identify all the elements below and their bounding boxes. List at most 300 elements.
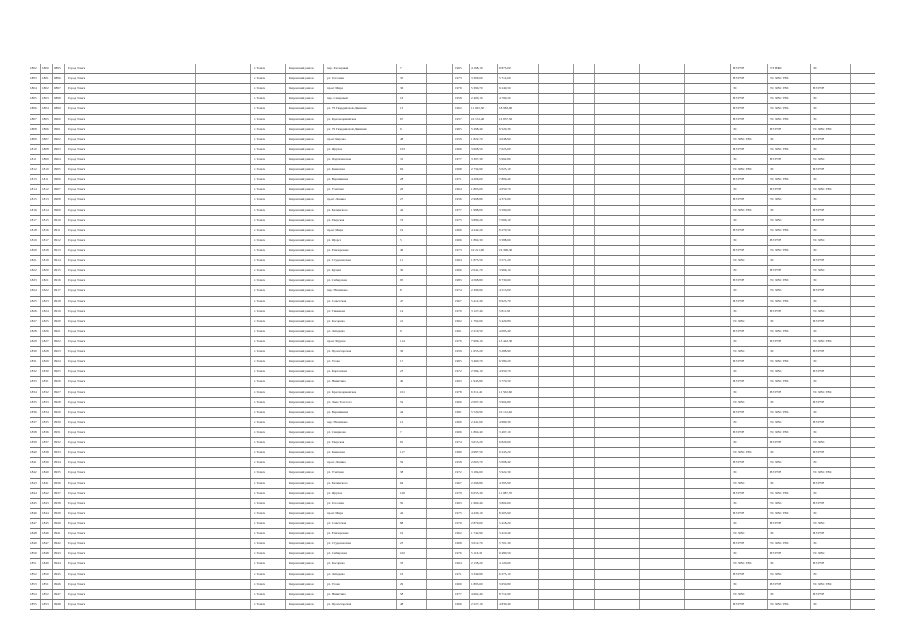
cell-street: ул. Сибирская xyxy=(327,279,347,283)
cell-year: 1972 xyxy=(455,471,462,475)
cell-c5: ТС ХВС xyxy=(733,259,745,263)
cell-district: Кировский район xyxy=(289,97,314,101)
cell-area: 5 116,30 xyxy=(471,552,483,556)
cell-n1: 1842 xyxy=(30,471,37,475)
cell-name: Город Томск xyxy=(68,360,86,364)
cell-value: 4 372,60 xyxy=(499,198,511,202)
cell-house: 19 xyxy=(400,532,404,536)
cell-name: Город Томск xyxy=(68,491,86,495)
cell-c7: ЭС xyxy=(813,198,818,202)
cell-year: 1968 xyxy=(455,168,462,172)
cell-value: 5 418,20 xyxy=(499,522,511,526)
cell-n1: 1808 xyxy=(30,127,37,131)
cell-house: 5 xyxy=(400,238,402,242)
cell-area: 3 615,20 xyxy=(471,441,483,445)
cell-house: 26 xyxy=(400,188,404,192)
cell-house: 42 xyxy=(400,208,404,212)
cell-year: 1981 xyxy=(455,410,462,414)
cell-c7: ВЭ РУВ xyxy=(813,420,825,424)
cell-name: Город Томск xyxy=(68,168,86,172)
cell-area: 1 892,30 xyxy=(471,238,483,242)
cell-street: ул. Тверская xyxy=(327,441,345,445)
cell-city: г. Томск xyxy=(254,360,266,364)
table-row xyxy=(30,135,875,145)
cell-n2: 1803 xyxy=(42,97,49,101)
cell-street: ул. Гоголева xyxy=(327,501,345,505)
cell-street: ул. Тверская xyxy=(327,218,345,222)
cell-year: 1983 xyxy=(455,279,462,283)
cell-c6: ТС ХВС ГВС xyxy=(770,249,789,253)
cell-n3: 0897 xyxy=(54,87,61,91)
cell-n1: 1806 xyxy=(30,107,37,111)
cell-c5: ВЭ РУВ xyxy=(733,329,745,333)
cell-district: Кировский район xyxy=(289,238,314,242)
cell-house: 28 xyxy=(400,178,404,182)
cell-city: г. Томск xyxy=(254,218,266,222)
cell-c6: ТС ХВС ГВС xyxy=(770,299,789,303)
cell-name: Город Томск xyxy=(68,451,86,455)
cell-street: ул. Карташова xyxy=(327,370,348,374)
cell-n1: 1835 xyxy=(30,400,37,404)
cell-name: Город Томск xyxy=(68,350,86,354)
cell-district: Кировский район xyxy=(289,481,314,485)
cell-district: Кировский район xyxy=(289,511,314,515)
cell-city: г. Томск xyxy=(254,198,266,202)
cell-name: Город Томск xyxy=(68,420,86,424)
cell-n2: 1816 xyxy=(42,228,49,232)
cell-n2: 1809 xyxy=(42,158,49,162)
cell-c5: ТС ХВС xyxy=(733,481,745,485)
cell-name: Город Томск xyxy=(68,249,86,253)
cell-c5: ВЭ РУВ xyxy=(733,249,745,253)
cell-street: пр-кт Фрунзе xyxy=(327,340,346,344)
cell-year: 1972 xyxy=(455,370,462,374)
cell-area: 3 307,30 xyxy=(471,158,483,162)
cell-district: Кировский район xyxy=(289,329,314,333)
cell-n2: 1806 xyxy=(42,127,49,131)
cell-district: Кировский район xyxy=(289,562,314,566)
cell-n1: 1831 xyxy=(30,360,37,364)
cell-c7: ВЭ РУВ xyxy=(813,592,825,596)
cell-n3: 0895 xyxy=(54,67,61,71)
cell-house: 48 xyxy=(400,137,404,141)
cell-district: Кировский район xyxy=(289,340,314,344)
cell-district: Кировский район xyxy=(289,542,314,546)
table-row xyxy=(30,580,875,590)
cell-house: 64 xyxy=(400,481,404,485)
cell-city: г. Томск xyxy=(254,188,266,192)
cell-district: Кировский район xyxy=(289,117,314,121)
cell-value: 3 802,60 xyxy=(499,501,511,505)
cell-year: 1971 xyxy=(455,572,462,576)
cell-district: Кировский район xyxy=(289,400,314,404)
cell-n1: 1841 xyxy=(30,461,37,465)
cell-value: 4 085,40 xyxy=(499,329,511,333)
cell-n1: 1848 xyxy=(30,532,37,536)
cell-name: Город Томск xyxy=(68,532,86,536)
cell-c7: ВЭ РУВ xyxy=(813,259,825,263)
table-row xyxy=(30,458,875,468)
cell-year: 1962 xyxy=(455,107,462,111)
cell-street: пер. Северный xyxy=(327,97,348,101)
cell-value: 3 770,50 xyxy=(499,380,511,384)
cell-district: Кировский район xyxy=(289,309,314,313)
cell-value: 4 830,40 xyxy=(499,602,511,606)
cell-n3: 0944 xyxy=(54,562,61,566)
cell-district: Кировский район xyxy=(289,360,314,364)
cell-n3: 0932 xyxy=(54,441,61,445)
cell-c6: ТС ХВС ГВС xyxy=(770,97,789,101)
cell-year: 1975 xyxy=(455,218,462,222)
cell-city: г. Томск xyxy=(254,77,266,81)
cell-city: г. Томск xyxy=(254,390,266,394)
cell-n2: 1800 xyxy=(42,67,49,71)
cell-area: 2 296,80 xyxy=(471,481,483,485)
cell-year: 1978 xyxy=(455,390,462,394)
cell-house: 67 xyxy=(400,117,404,121)
cell-area: 10 131,40 xyxy=(471,117,485,121)
cell-n2: 1805 xyxy=(42,117,49,121)
cell-area: 4 987,50 xyxy=(471,451,483,455)
cell-city: г. Томск xyxy=(254,511,266,515)
cell-n1: 1814 xyxy=(30,188,37,192)
cell-street: ул. Фрунзе xyxy=(327,147,343,151)
table-row xyxy=(30,357,875,367)
cell-c7: ТС ХВС xyxy=(813,309,825,313)
cell-name: Город Томск xyxy=(68,522,86,526)
table-row xyxy=(30,226,875,236)
cell-c7: ЭС xyxy=(813,299,818,303)
cell-district: Кировский район xyxy=(289,178,314,182)
cell-name: Город Томск xyxy=(68,87,86,91)
cell-area: 5 390,70 xyxy=(471,87,483,91)
cell-value: 4 048,90 xyxy=(499,137,511,141)
cell-street: пр-кт Кирова xyxy=(327,137,346,141)
cell-c7: ЭС xyxy=(813,228,818,232)
cell-n1: 1833 xyxy=(30,380,37,384)
cell-n1: 1811 xyxy=(30,158,37,162)
cell-c6: ЭС xyxy=(770,319,775,323)
table-row xyxy=(30,327,875,337)
cell-c7: ТС ХВС ГВС xyxy=(813,582,832,586)
cell-year: 1968 xyxy=(455,542,462,546)
table-row xyxy=(30,590,875,600)
cell-c5: ЭС xyxy=(733,269,738,273)
cell-house: 30 xyxy=(400,269,404,273)
cell-n1: 1823 xyxy=(30,279,37,283)
cell-house: 16 xyxy=(400,572,404,576)
cell-city: г. Томск xyxy=(254,491,266,495)
cell-name: Город Томск xyxy=(68,562,86,566)
cell-c7: ТС ХВС ГВС xyxy=(813,127,832,131)
cell-n3: 0907 xyxy=(54,188,61,192)
cell-c6: ТС ХВС ГВС xyxy=(770,279,789,283)
cell-street: пр-кт Ленина xyxy=(327,461,346,465)
cell-house: 27 xyxy=(400,198,404,202)
cell-c6: ВЭ РУВ xyxy=(770,127,782,131)
cell-year: 1976 xyxy=(455,340,462,344)
cell-c6: ТС ХВС ГВС xyxy=(770,77,789,81)
cell-value: 10 112,40 xyxy=(499,410,513,414)
cell-street: ул. Киевская xyxy=(327,168,345,172)
cell-c7: ЭС xyxy=(813,410,818,414)
cell-n1: 1815 xyxy=(30,198,37,202)
cell-district: Кировский район xyxy=(289,602,314,606)
cell-city: г. Томск xyxy=(254,501,266,505)
cell-area: 1 960,40 xyxy=(471,501,483,505)
cell-district: Кировский район xyxy=(289,147,314,151)
cell-c5: ЭС xyxy=(733,87,738,91)
cell-house: 117 xyxy=(400,451,405,455)
cell-c6: ТС ХВС ГВС xyxy=(770,360,789,364)
cell-n1: 1853 xyxy=(30,582,37,586)
table-row xyxy=(30,428,875,438)
cell-c6: ТС ХВС ГВС xyxy=(770,107,789,111)
cell-c6: ТС ХВС ГВС xyxy=(770,410,789,414)
cell-n2: 1844 xyxy=(42,511,49,515)
cell-n2: 1823 xyxy=(42,299,49,303)
cell-n2: 1853 xyxy=(42,602,49,606)
table-row xyxy=(30,479,875,489)
cell-house: 50 xyxy=(400,501,404,505)
cell-c5: ВЭ РУВ xyxy=(733,360,745,364)
cell-street: ул. Щорса xyxy=(327,238,342,242)
cell-c6: ТС ХВС ГВС xyxy=(770,147,789,151)
cell-n2: 1850 xyxy=(42,572,49,576)
cell-value: 5 922,30 xyxy=(499,471,511,475)
cell-value: 19 396,30 xyxy=(499,249,513,253)
table-row xyxy=(30,246,875,256)
cell-street: ул. Косарева xyxy=(327,319,345,323)
cell-city: г. Томск xyxy=(254,249,266,253)
cell-name: Город Томск xyxy=(68,380,86,384)
cell-name: Город Томск xyxy=(68,552,86,556)
cell-city: г. Томск xyxy=(254,602,266,606)
cell-house: 33 xyxy=(400,562,404,566)
cell-city: г. Томск xyxy=(254,107,266,111)
cell-c6: ЭС xyxy=(770,562,775,566)
cell-c5: ВЭ РУВ xyxy=(733,542,745,546)
cell-value: 5 008,40 xyxy=(499,461,511,465)
cell-c5: ВЭ РУВ xyxy=(733,279,745,283)
cell-city: г. Томск xyxy=(254,137,266,141)
cell-n1: 1818 xyxy=(30,228,37,232)
cell-n3: 0901 xyxy=(54,127,61,131)
cell-n2: 1849 xyxy=(42,562,49,566)
table-row xyxy=(30,104,875,114)
cell-district: Кировский район xyxy=(289,522,314,526)
cell-year: 1980 xyxy=(455,451,462,455)
cell-year: 1965 xyxy=(455,360,462,364)
cell-house: 42 xyxy=(400,511,404,515)
cell-value: 5 025,10 xyxy=(499,168,511,172)
cell-area: 6 311,40 xyxy=(471,390,483,394)
cell-street: ул. Красноармейская xyxy=(327,390,357,394)
cell-house: 38 xyxy=(400,471,404,475)
cell-c7: ТС ХВС ГВС xyxy=(813,188,832,192)
cell-n1: 1855 xyxy=(30,602,37,606)
cell-value: 11 502,60 xyxy=(499,390,513,394)
cell-c5: ЭС xyxy=(733,390,738,394)
cell-city: г. Томск xyxy=(254,97,266,101)
cell-c7: ЭС xyxy=(813,329,818,333)
cell-name: Город Томск xyxy=(68,481,86,485)
cell-value: 3 590,60 xyxy=(499,208,511,212)
cell-area: 2 584,10 xyxy=(471,370,483,374)
cell-value: 4 799,20 xyxy=(499,97,511,101)
cell-n2: 1815 xyxy=(42,218,49,222)
cell-area: 4 168,10 xyxy=(471,67,483,71)
cell-district: Кировский район xyxy=(289,279,314,283)
cell-city: г. Томск xyxy=(254,228,266,232)
cell-city: г. Томск xyxy=(254,532,266,536)
cell-c6: ТС ХВС ГВС xyxy=(770,380,789,384)
cell-c7: ЭС xyxy=(813,117,818,121)
cell-year: 1977 xyxy=(455,208,462,212)
cell-city: г. Томск xyxy=(254,451,266,455)
cell-n1: 1846 xyxy=(30,511,37,515)
cell-house: 36 xyxy=(400,350,404,354)
table-row xyxy=(30,600,875,610)
cell-c6: ТС ХВС ГВС xyxy=(770,178,789,182)
cell-name: Город Томск xyxy=(68,340,86,344)
cell-district: Кировский район xyxy=(289,127,314,131)
cell-house: 95 xyxy=(400,279,404,283)
cell-city: г. Томск xyxy=(254,562,266,566)
cell-street: пер. Нахимова xyxy=(327,420,348,424)
cell-n1: 1812 xyxy=(30,168,37,172)
cell-house: 16 xyxy=(400,97,404,101)
cell-value: 4 050,70 xyxy=(499,188,511,192)
cell-c7: ВЭ РУВ xyxy=(813,451,825,455)
cell-city: г. Томск xyxy=(254,572,266,576)
cell-c6: ТС ХВС ГВС xyxy=(770,602,789,606)
cell-c6: ВЭ РУВ xyxy=(770,552,782,556)
cell-area: 1 988,00 xyxy=(471,208,483,212)
cell-c6: ТС ХВС xyxy=(770,501,782,505)
table-row xyxy=(30,398,875,408)
cell-city: г. Томск xyxy=(254,582,266,586)
cell-house: 92 xyxy=(400,168,404,172)
cell-city: г. Томск xyxy=(254,299,266,303)
cell-city: г. Томск xyxy=(254,370,266,374)
table-row xyxy=(30,377,875,387)
cell-district: Кировский район xyxy=(289,582,314,586)
cell-n2: 1835 xyxy=(42,420,49,424)
cell-name: Город Томск xyxy=(68,178,86,182)
cell-c7: ЭС xyxy=(813,542,818,546)
table-row xyxy=(30,509,875,519)
cell-n2: 1824 xyxy=(42,309,49,313)
cell-c6: ТС ХВС ГВС xyxy=(770,491,789,495)
cell-n1: 1821 xyxy=(30,259,37,263)
cell-year: 1974 xyxy=(455,289,462,293)
cell-district: Кировский район xyxy=(289,592,314,596)
cell-name: Город Томск xyxy=(68,441,86,445)
cell-district: Кировский район xyxy=(289,441,314,445)
table-row xyxy=(30,84,875,94)
cell-c5: ЭС xyxy=(733,441,738,445)
cell-c5: ТС ХВС ГВС xyxy=(733,168,752,172)
cell-n3: 0913 xyxy=(54,249,61,253)
cell-house: 44 xyxy=(400,410,404,414)
cell-street: ул. Учебная xyxy=(327,188,344,192)
cell-value: 5 712,00 xyxy=(499,77,511,81)
cell-c7: ЭС xyxy=(813,431,818,435)
cell-c7: ЭС xyxy=(813,67,818,71)
cell-c5: ТС ХВС xyxy=(733,592,745,596)
cell-city: г. Томск xyxy=(254,117,266,121)
cell-house: 12 xyxy=(400,420,404,424)
cell-city: г. Томск xyxy=(254,289,266,293)
cell-c6: ВЭ РУВ xyxy=(770,238,782,242)
cell-c5: ЭС xyxy=(733,188,738,192)
cell-c6: ЭС xyxy=(770,259,775,263)
cell-c5: ЭС xyxy=(733,522,738,526)
cell-area: 7 906,10 xyxy=(471,340,483,344)
cell-c6: ТС ХВС ГВС xyxy=(770,329,789,333)
cell-year: 1964 xyxy=(455,562,462,566)
cell-value: 11 087,70 xyxy=(499,491,513,495)
cell-city: г. Томск xyxy=(254,340,266,344)
cell-value: 6 275,10 xyxy=(499,572,511,576)
cell-name: Город Томск xyxy=(68,511,86,515)
cell-n3: 0937 xyxy=(54,491,61,495)
cell-n2: 1852 xyxy=(42,592,49,596)
cell-name: Город Томск xyxy=(68,188,86,192)
cell-name: Город Томск xyxy=(68,279,86,283)
table-row xyxy=(30,297,875,307)
cell-value: 4 120,60 xyxy=(499,562,511,566)
cell-year: 1956 xyxy=(455,198,462,202)
cell-area: 1 895,60 xyxy=(471,582,483,586)
cell-district: Кировский район xyxy=(289,107,314,111)
cell-name: Город Томск xyxy=(68,542,86,546)
cell-n3: 0921 xyxy=(54,329,61,333)
cell-n3: 0920 xyxy=(54,319,61,323)
cell-n2: 1820 xyxy=(42,269,49,273)
cell-name: Город Томск xyxy=(68,218,86,222)
cell-name: Город Томск xyxy=(68,259,86,263)
cell-house: 8 xyxy=(400,289,402,293)
cell-c5: ЭС xyxy=(733,218,738,222)
cell-city: г. Томск xyxy=(254,147,266,151)
cell-name: Город Томск xyxy=(68,471,86,475)
cell-area: 2 041,70 xyxy=(471,269,483,273)
cell-name: Город Томск xyxy=(68,147,86,151)
cell-value: 6 829,60 xyxy=(499,441,511,445)
cell-n1: 1817 xyxy=(30,218,37,222)
cell-n2: 1812 xyxy=(42,188,49,192)
cell-c7: ТС ХВС xyxy=(813,269,825,273)
cell-house: 46 xyxy=(400,249,404,253)
cell-n1: 1827 xyxy=(30,319,37,323)
cell-n2: 1845 xyxy=(42,522,49,526)
cell-n3: 0941 xyxy=(54,532,61,536)
cell-n2: 1810 xyxy=(42,168,49,172)
cell-year: 1959 xyxy=(455,137,462,141)
cell-n2: 1834 xyxy=(42,410,49,414)
cell-c5: ВЭ РУВ xyxy=(733,461,745,465)
cell-street: ул. Киевская xyxy=(327,451,345,455)
cell-street: ул. Советская xyxy=(327,522,347,526)
table-row xyxy=(30,64,875,74)
cell-street: ул. Партизанская xyxy=(327,158,351,162)
cell-city: г. Томск xyxy=(254,400,266,404)
table-row xyxy=(30,74,875,84)
cell-name: Город Томск xyxy=(68,592,86,596)
cell-c5: ВЭ РУВ xyxy=(733,602,745,606)
